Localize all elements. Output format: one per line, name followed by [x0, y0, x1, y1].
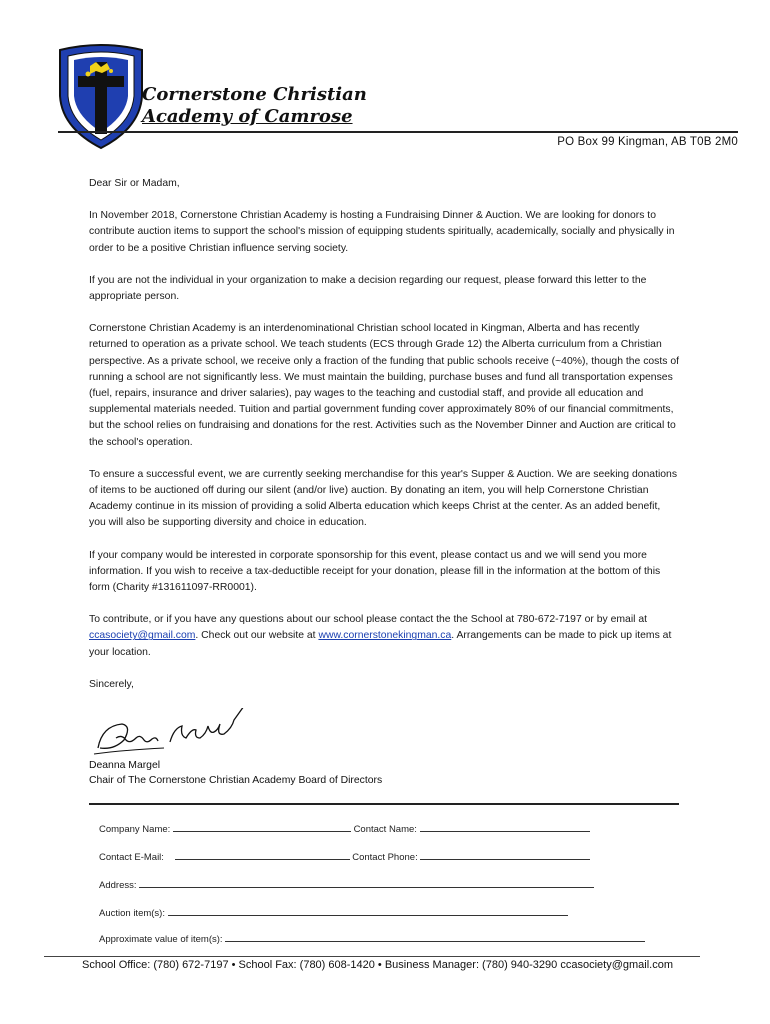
paragraph-contact — [89, 612, 679, 661]
company-name-field[interactable] — [173, 820, 351, 832]
handwritten-signature — [92, 708, 272, 758]
letter-body — [89, 176, 679, 709]
contact-name-label: Contact Name: — [353, 824, 417, 835]
auction-items-label: Auction item(s): — [99, 908, 165, 919]
address-label: Address: — [99, 880, 137, 891]
signer-title: Chair of The Cornerstone Christian Academy Board of Directors — [89, 775, 383, 786]
contact-text-1: To contribute, or if you have any questions about our school please contact the the School at 780-672-7197 or by email at — [89, 614, 647, 626]
address-field[interactable] — [139, 876, 594, 888]
signer-name: Deanna Margel — [89, 760, 161, 771]
school-name-line-1: Cornerstone Christian — [142, 84, 367, 105]
footer-divider — [44, 956, 700, 957]
paragraph-sponsorship: If your company would be interested in corporate sponsorship for this event, please contact us and we will send you more information. If you wish to receive a tax-deductible receipt for your donation, please fill in the information at the bottom of this form (Charity #131611097-RR0001). — [89, 549, 661, 594]
contact-phone-label: Contact Phone: — [352, 852, 418, 863]
contact-phone-field[interactable] — [420, 848, 590, 860]
approx-value-field[interactable] — [225, 930, 645, 942]
school-crest-logo — [56, 44, 146, 152]
auction-items-field[interactable] — [168, 904, 568, 916]
form-divider — [89, 803, 679, 805]
letterhead-divider — [58, 131, 738, 133]
paragraph-seeking-donations: To ensure a successful event, we are currently seeking merchandise for this year's Supper & Auction. We are seeking donations of items to be auctioned off during our silent (and/or live) auction. By donating an item, you will help Cornerstone Christian Academy continue in its mission of providing a solid Alberta education which keeps Christ at the center. As an added benefit, you will also be supporting diversity and choice in education. — [89, 468, 678, 529]
contact-email-label: Contact E-Mail: — [99, 852, 164, 863]
footer-contact: School Office: (780) 672-7197 • School Fax: (780) 608-1420 • Business Manager: (780) 940-3290 ccasociety@gmail.com — [82, 959, 673, 971]
school-name — [142, 84, 367, 128]
contact-name-field[interactable] — [420, 820, 590, 832]
paragraph-forward: If you are not the individual in your organization to make a decision regarding our request, please forward this letter to the appropriate person. — [89, 274, 647, 303]
contact-email-field[interactable] — [175, 848, 350, 860]
contact-text-2: . Check out our website at — [195, 630, 319, 642]
paragraph-event: In November 2018, Cornerstone Christian Academy is hosting a Fundraising Dinner & Auction. We are looking for donors to contribute auction items to support the school's mission of equipping students spiritually, academically, socially and physically in order to be a positive Christian influence serving society. — [89, 210, 675, 254]
salutation: Dear Sir or Madam, — [89, 178, 180, 189]
approx-value-label: Approximate value of item(s): — [99, 934, 223, 945]
closing: Sincerely, — [89, 678, 134, 690]
mailing-address: PO Box 99 Kingman, AB T0B 2M0 — [557, 136, 738, 148]
paragraph-about-school: Cornerstone Christian Academy is an interdenominational Christian school located in Kingman, Alberta and has recently returned to operation as a private school. We teach students (ECS through Grade 12) the Alberta curriculum from a Christian perspective. As a private school, we receive only a fraction of the funding that public schools receive (~40%), though the costs of running a school are not significantly less. We must maintain the building, purchase buses and fund all transportation expenses (fuel, repairs, insurance and driver salaries), pay wages to the teaching and custodial staff, and provide all education and supplemental materials needed. Tuition and partial government funding cover approximately 80% of our financial commitments, but the school relies on fundraising and donations for the rest. Activities such as the November Dinner and Auction are critical to the school's operation. — [89, 323, 679, 448]
website-link[interactable]: www.cornerstonekingman.ca — [318, 630, 452, 642]
company-name-label: Company Name: — [99, 824, 171, 835]
school-name-line-2: Academy of Camrose — [142, 106, 353, 127]
email-link[interactable]: ccasociety@gmail.com — [89, 630, 196, 642]
signer-block — [89, 758, 382, 788]
contact-text-3: . Arrangements can be made to pick up items at your location. — [89, 630, 672, 658]
